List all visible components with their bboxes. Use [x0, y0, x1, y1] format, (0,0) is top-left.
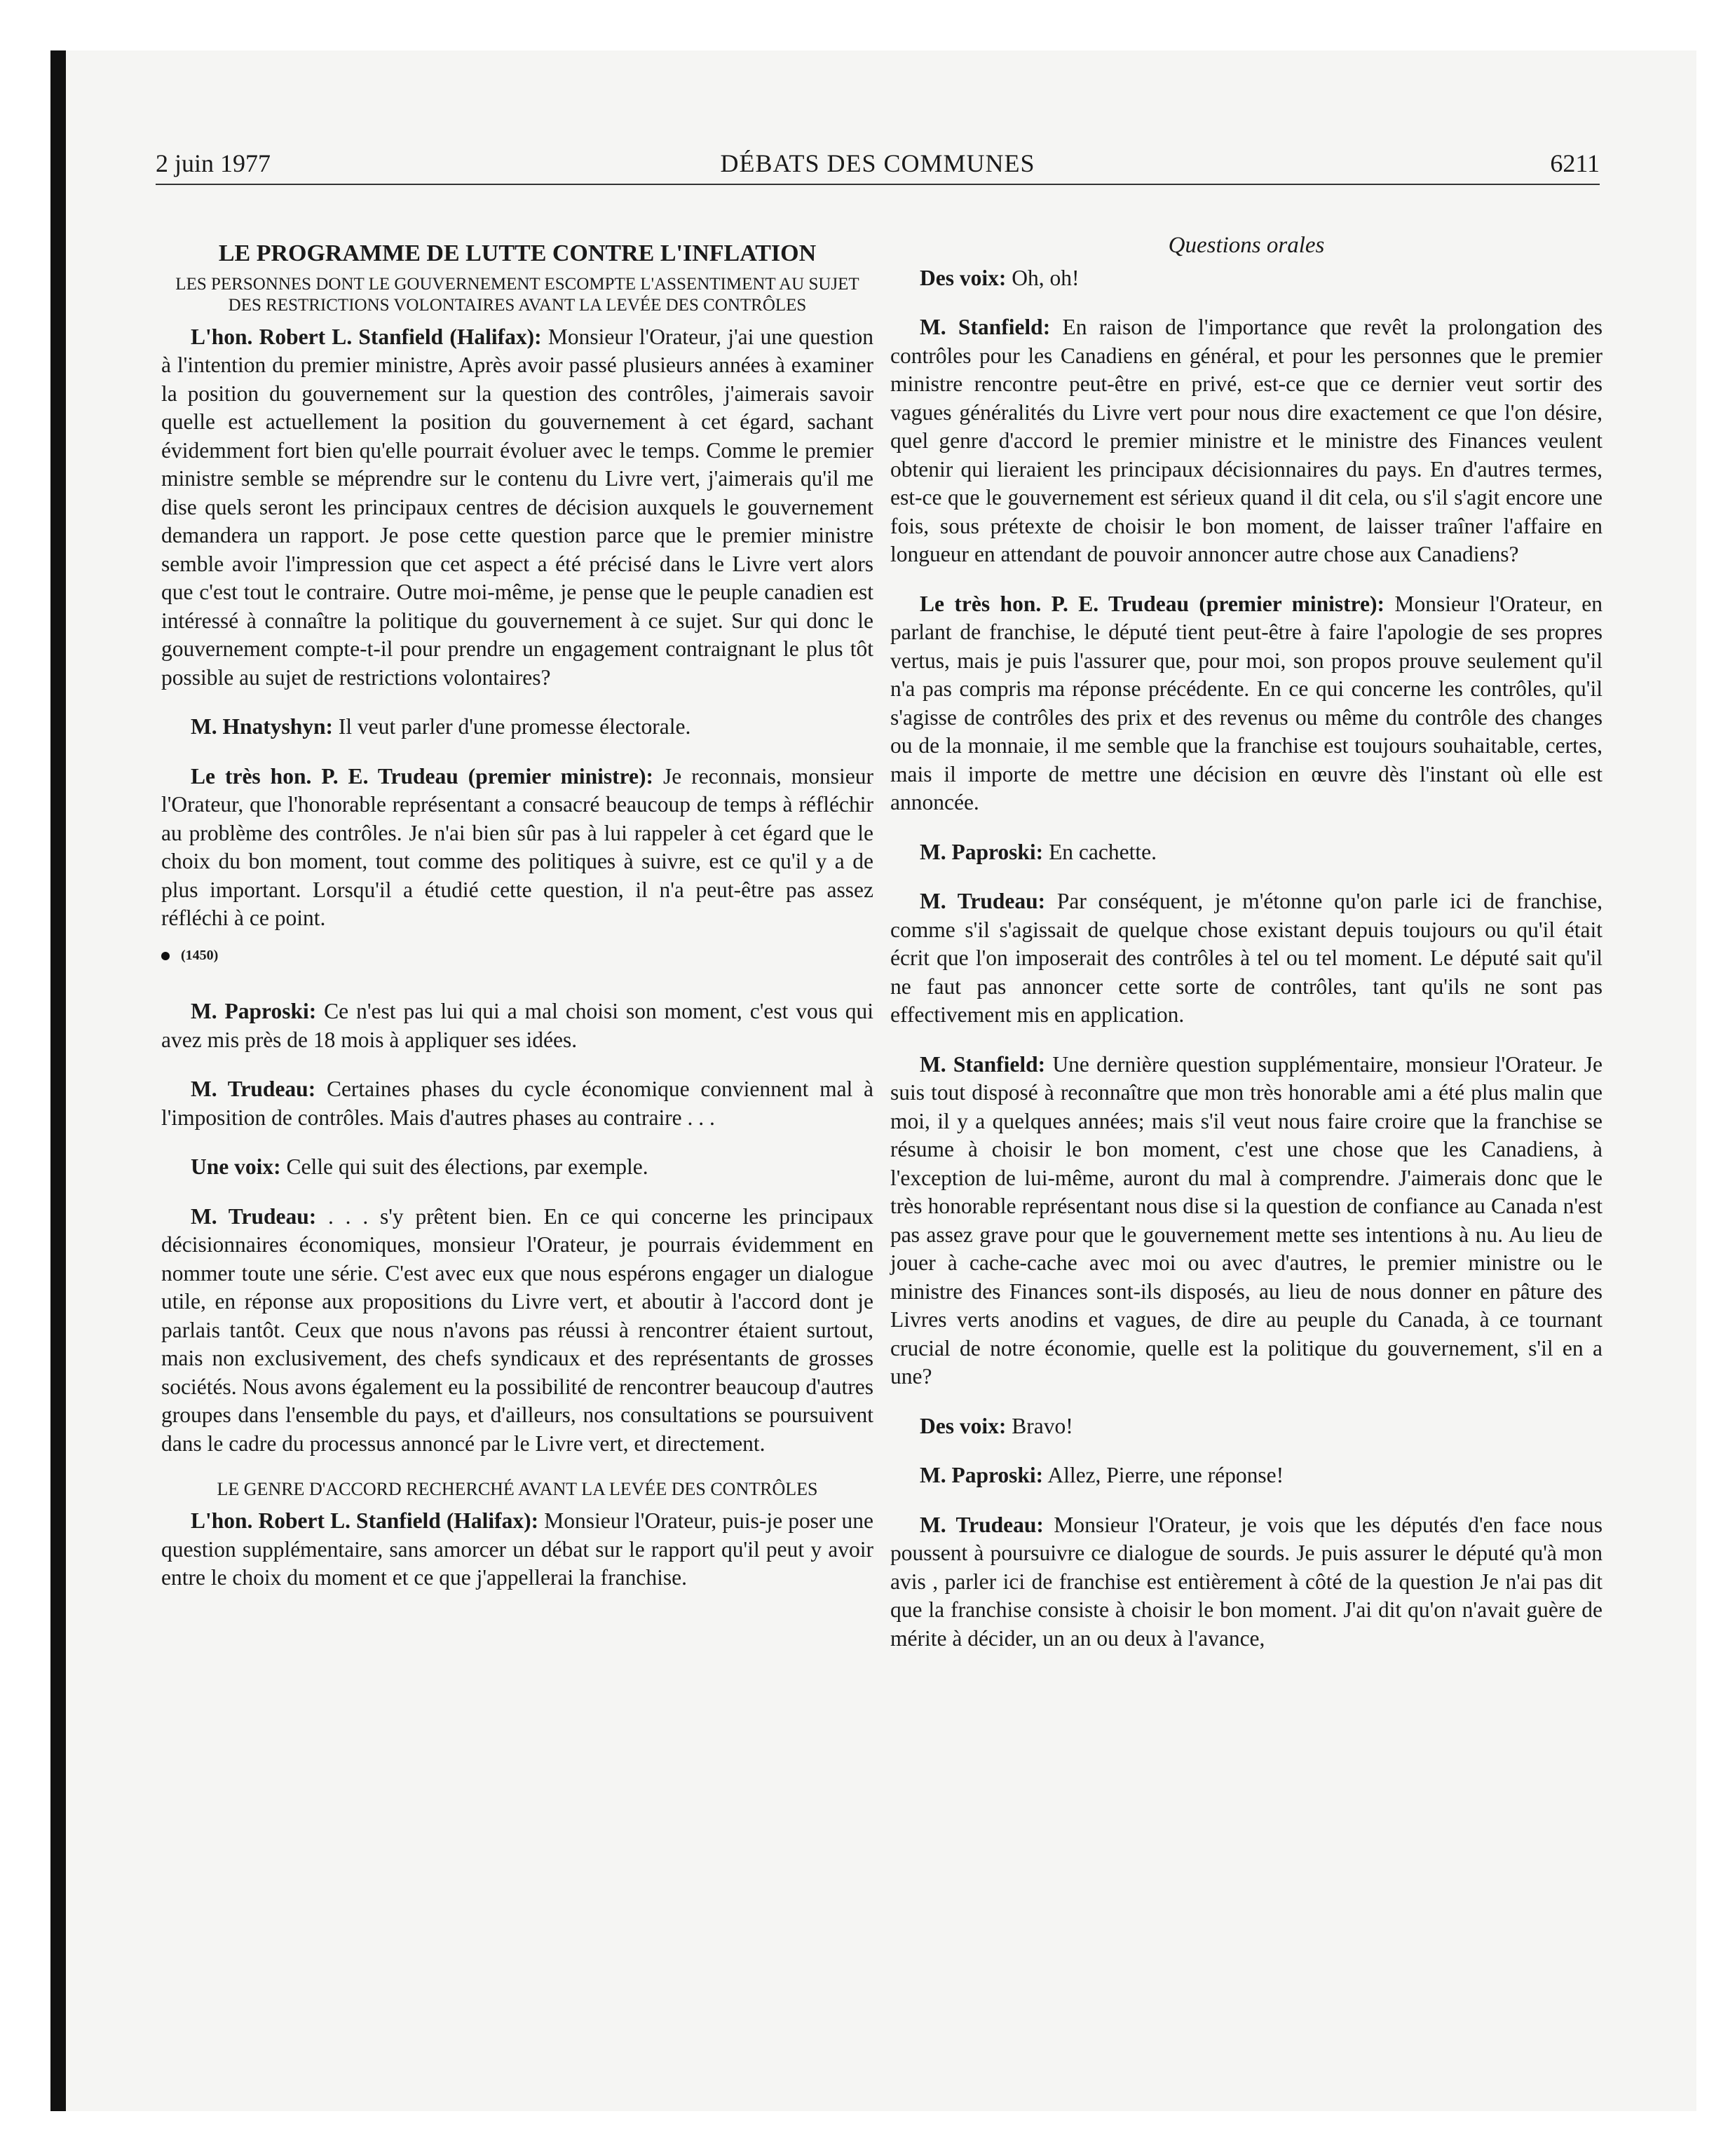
subheading-2: LE GENRE D'ACCORD RECHERCHÉ AVANT LA LEVÉE DES CONTRÔLES [217, 1479, 818, 1499]
speaker-name: M. Trudeau: [191, 1077, 316, 1101]
speaker-name: Le très hon. P. E. Trudeau (premier ministre): [191, 763, 653, 789]
speech-paragraph [161, 1075, 873, 1132]
speaker-name: M. Paproski: [920, 839, 1044, 864]
speech-text: Bravo! [1012, 1413, 1073, 1438]
time-marker-text: (1450) [181, 947, 219, 963]
page-header [156, 149, 1600, 191]
speech-text: Celle qui suit des élections, par exemple. [286, 1154, 648, 1179]
speech-paragraph [161, 323, 873, 692]
speech-paragraph [161, 763, 873, 933]
speech-paragraph [161, 997, 873, 1054]
speech-paragraph [890, 264, 1603, 293]
speech-text: Monsieur l'Orateur, puis-je poser une question supplémentaire, sans amorcer un débat sur le rapport qu'il peut y avoir entre le choix du moment et ce que j'appellerai la franchise. [161, 1508, 873, 1590]
speech-text: Monsieur l'Orateur, en parlant de franchise, le député tient peut-être à faire l'apologie de ses propres vertus, mais je puis l'assurer que, pour moi, son propos prouve seulement qu'il n'a pas compris ma réponse précédente. En ce qui concerne les contrôles, qu'il s'agisse de contrôles des prix et des revenus ou même du contrôle des changes ou de la monnaie, il me semble que la franchise est toujours souhaitable, certes, mais il importe de mettre une décision en œuvre dès l'instant où elle est annoncée. [890, 591, 1603, 814]
speaker-name: M. Trudeau: [920, 1512, 1044, 1537]
speech-text: Il veut parler d'une promesse électorale. [338, 714, 691, 739]
speech-text: Monsieur l'Orateur, je vois que les députés d'en face nous poussent à poursuivre ce dialogue de sourds. Je puis assurer le député qu'à mon avis , parler ici de franchise est entièrement à côté de la question Je n'ai pas dit que la franchise consiste à choisir le bon moment. J'ai dit qu'on n'avait guère de mérite à décider, un an ou deux à l'avance, [890, 1512, 1603, 1651]
speaker-name: M. Trudeau: [191, 1203, 317, 1229]
speech-paragraph [161, 713, 873, 742]
speech-text: Monsieur l'Orateur, j'ai une question à l'intention du premier ministre, Après avoir passé plusieurs années à examiner la position du gouvernement sur la question des contrôles, j'aimerais savoir quelle est actuellement la position du gouvernement à cet égard, sachant évidemment fort bien qu'elle pourrait évoluer avec le temps. Comme le premier ministre semble se méprendre sur le contenu du Livre vert, j'aimerais qu'il me dise quels seront les principaux centres de décision auxquels le gouvernement demandera un rapport. Je pose cette question parce que le premier ministre semble avoir l'impression que cet aspect a été précisé dans le Livre vert alors que c'est tout le contraire. Outre moi-même, je pense que le peuple canadien est intéressé à connaître la politique du gouvernement à ce sujet. Sur qui donc le gouvernement compte-t-il pour prendre un engagement contraignant le plus tôt possible au sujet de restrictions volontaires? [161, 324, 874, 690]
speech-text: En cachette. [1049, 839, 1157, 864]
speech-paragraph [890, 1461, 1603, 1490]
header-title: DÉBATS DES COMMUNES [720, 149, 1035, 177]
header-date: 2 juin 1977 [156, 149, 271, 177]
speaker-name: Des voix: [920, 1413, 1007, 1438]
speech-paragraph [161, 1507, 873, 1592]
subheading-1: LES PERSONNES DONT LE GOUVERNEMENT ESCOMPTE L'ASSENTIMENT AU SUJET DES RESTRICTIONS VOLONTAIRES AVANT LA LEVÉE DES CONTRÔLES [175, 274, 859, 315]
left-column [161, 231, 873, 1613]
section-title: LE PROGRAMME DE LUTTE CONTRE L'INFLATION [218, 240, 817, 266]
speech-text: En raison de l'importance que revêt la prolongation des contrôles pour les Canadiens en général, et pour les personnes que le premier ministre rencontre peut-être en privé, est-ce que ce dernier veut sortir des vagues généralités du Livre vert pour nous dire exactement ce que l'on désire, quel genre d'accord le premier ministre et le ministre des Finances veulent obtenir qui lieraient les principaux décisionnaires du pays. En d'autres termes, est-ce que le gouvernement est sérieux quand il dit cela, ou s'il s'agit encore une fois, sous prétexte de choisir le bon moment, de laisser traîner l'affaire en longueur en attendant de pouvoir annoncer autre chose aux Canadiens? [890, 315, 1603, 566]
speaker-name: M. Trudeau: [920, 889, 1046, 913]
bullet-icon [161, 952, 170, 960]
speaker-name: M. Hnatyshyn: [191, 714, 334, 739]
speaker-name: M. Paproski: [920, 1463, 1044, 1487]
running-head: Questions orales [1168, 233, 1325, 258]
speech-text: Oh, oh! [1012, 265, 1080, 290]
speaker-name: Le très hon. P. E. Trudeau (premier ministre): [920, 591, 1384, 616]
speaker-name: Une voix: [191, 1154, 281, 1179]
speech-paragraph [890, 887, 1603, 1030]
speech-paragraph [161, 1153, 873, 1182]
speaker-name: L'hon. Robert L. Stanfield (Halifax): [191, 1508, 539, 1533]
speech-text: Allez, Pierre, une réponse! [1047, 1463, 1284, 1487]
speaker-name: Des voix: [920, 265, 1007, 290]
speaker-name: M. Paproski: [191, 999, 317, 1023]
speech-paragraph [161, 1203, 873, 1459]
speech-text: Je reconnais, monsieur l'Orateur, que l'honorable représentant a consacré beaucoup de temps à réfléchir au problème des contrôles. Je n'ai bien sûr pas à lui rappeler à cet égard que le choix du bon moment, tout comme des politiques à suivre, est ce qu'il y a de plus important. Lorsqu'il a étudié cette question, il n'a peut-être pas assez réfléchi à ce point. [161, 763, 873, 930]
speech-text: Certaines phases du cycle économique conviennent mal à l'imposition de contrôles. Mais d'autres phases au contraire . . . [161, 1077, 874, 1130]
speech-text: Une dernière question supplémentaire, monsieur l'Orateur. Je suis tout disposé à reconnaître que mon très honorable ami a été plus malin que moi, il y a quelques années; mais s'il veut nous faire croire que la franchise se résume à choisir le bon moment, c'est une chose que les Canadiens, à l'exception de lui-même, auront du mal à comprendre. J'aimerais donc que le très honorable représentant nous dise si la question de confiance au Canada n'est pas assez grave pour que le gouvernement mette ses intentions à nu. Au lieu de jouer à cache-cache avec moi ou avec d'autres, le premier ministre ou le ministre des Finances sont-ils disposés, au lieu de nous donner en pâture des Livres verts anodins et vagues, de dire au peuple du Canada, à ce tournant crucial de notre économie, quelle est la politique du gouvernement, s'il en a une? [890, 1051, 1603, 1389]
speaker-name: M. Stanfield: [920, 315, 1051, 339]
speech-text: Par conséquent, je m'étonne qu'on parle ici de franchise, comme s'il s'agissait de quelque chose existant depuis toujours ou qu'il était écrit que l'on imposerait des contrôles à tel ou tel moment. Le député sait qu'il ne faut pas annoncer cette sorte de contrôles, tant qu'ils ne sont pas effectivement mis en application. [890, 889, 1603, 1027]
speech-paragraph [890, 838, 1603, 867]
right-column [890, 231, 1603, 1674]
speech-text: Ce n'est pas lui qui a mal choisi son moment, c'est vous qui avez mis près de 18 mois à appliquer ses idées. [161, 999, 873, 1052]
speaker-name: M. Stanfield: [920, 1051, 1046, 1077]
speaker-name: L'hon. Robert L. Stanfield (Halifax): [191, 324, 542, 349]
header-page-number: 6211 [1550, 149, 1600, 177]
speech-paragraph [890, 1051, 1603, 1391]
speech-paragraph [890, 590, 1603, 817]
time-marker [161, 941, 873, 970]
speech-paragraph [890, 1412, 1603, 1441]
speech-text: . . . s'y prêtent bien. En ce qui concerne les principaux décisionnaires économiques, monsieur l'Orateur, je pourrais évidemment en nommer toute une série. C'est avec eux que nous espérons engager un dialogue utile, en réponse aux propositions du Livre vert, et aboutir à l'accord dont je parlais tantôt. Ceux que nous n'avons pas réussi à rencontrer étaient surtout, mais non exclusivement, des chefs syndicaux et des représentants de grosses sociétés. Nous avons également eu la possibilité de rencontrer beaucoup d'autres groupes dans l'ensemble du pays, et d'ailleurs, nos consultations se poursuivent dans le cadre du processus annoncé par le Livre vert, et directement. [161, 1203, 873, 1456]
speech-paragraph [890, 313, 1603, 569]
speech-paragraph [890, 1511, 1603, 1653]
scan-edge-bar [50, 50, 66, 2111]
header-rule [156, 184, 1600, 185]
